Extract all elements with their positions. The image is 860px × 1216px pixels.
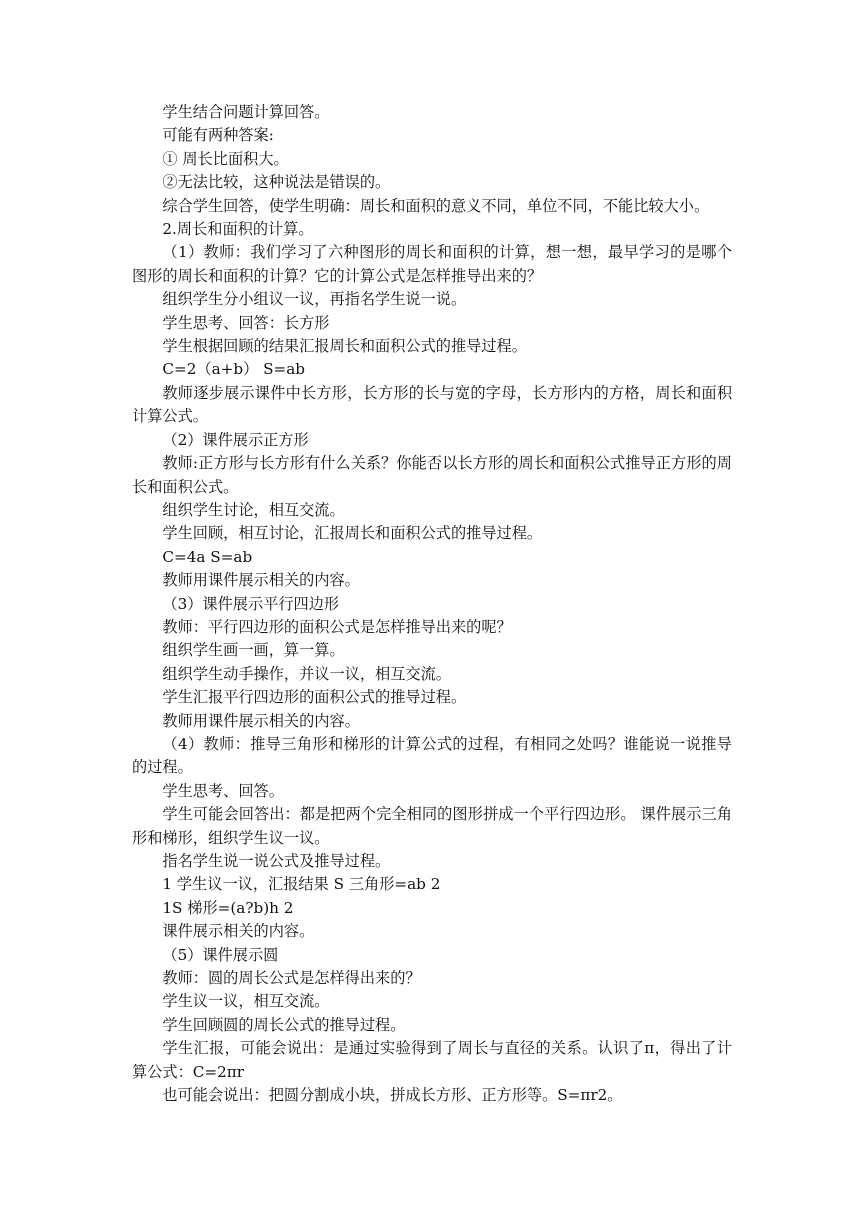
section-heading: 2.周长和面积的计算。 bbox=[162, 220, 314, 239]
paragraph: 可能有两种答案: bbox=[162, 126, 274, 145]
paragraph: 指名学生说一说公式及推导过程。 bbox=[162, 852, 391, 870]
paragraph: 教师：平行四边形的面积公式是怎样推导出来的呢？ bbox=[162, 617, 512, 636]
paragraph: 课件展示相关的内容。 bbox=[162, 922, 315, 941]
paragraph: 也可能会说出：把圆分割成小块，拼成长方形、正方形等。S=πr2。 bbox=[162, 1086, 623, 1105]
paragraph: 学生可能会回答出：都是把两个完全相同的图形拼成一个平行四边形。 课件展示三角形和梯形，组织学生议一议。 bbox=[132, 805, 732, 847]
paragraph: 学生议一议，相互交流。 bbox=[162, 992, 330, 1011]
formula-line: 1S 梯形=(a?b)h 2 bbox=[162, 898, 294, 917]
paragraph: 组织学生画一画，算一算。 bbox=[162, 641, 345, 660]
paragraph: 教师:正方形与长方形有什么关系？你能否以长方形的周长和面积公式推导正方形的周长和面积公式。 bbox=[132, 454, 732, 496]
paragraph: 教师逐步展示课件中长方形，长方形的长与宽的字母，长方形内的方格，周长和面积计算公式。 bbox=[132, 383, 732, 426]
formula-line: C=4a S=ab bbox=[162, 547, 253, 566]
paragraph: 综合学生回答，使学生明确：周长和面积的意义不同，单位不同，不能比较大小。 bbox=[162, 196, 710, 215]
paragraph: 组织学生分小组议一议，再指名学生说一说。 bbox=[162, 290, 467, 309]
paragraph: 教师：圆的周长公式是怎样得出来的？ bbox=[162, 969, 421, 988]
paragraph: （4）教师：推导三角形和梯形的计算公式的过程，有相同之处吗？谁能说一说推导的过程。 bbox=[132, 734, 732, 777]
paragraph: 学生汇报平行四边形的面积公式的推导过程。 bbox=[162, 688, 467, 707]
formula-line: 1 学生议一议，汇报结果 S 三角形=ab 2 bbox=[162, 875, 441, 894]
paragraph: ②无法比较，这种说法是错误的。 bbox=[162, 173, 391, 192]
document-body bbox=[132, 101, 732, 1107]
paragraph: 学生回顾圆的周长公式的推导过程。 bbox=[162, 1015, 406, 1034]
formula-line: C=2（a+b） S=ab bbox=[162, 360, 306, 379]
paragraph: 学生汇报，可能会说出：是通过实验得到了周长与直径的关系。认识了π，得出了计算公式：C=2πr bbox=[132, 1039, 732, 1081]
paragraph: 学生思考、回答：长方形 bbox=[162, 313, 330, 332]
paragraph: （3）课件展示平行四边形 bbox=[162, 594, 340, 613]
paragraph: 组织学生讨论，相互交流。 bbox=[162, 500, 345, 519]
paragraph: ① 周长比面积大。 bbox=[162, 149, 289, 168]
paragraph: （1）教师：我们学习了六种图形的周长和面积的计算，想一想，最早学习的是哪个图形的周长和面积的计算？它的计算公式是怎样推导出来的？ bbox=[132, 243, 732, 285]
paragraph: 组织学生动手操作，并议一议，相互交流。 bbox=[162, 664, 451, 683]
paragraph: （2）课件展示正方形 bbox=[162, 430, 309, 449]
paragraph: 学生思考、回答。 bbox=[162, 781, 284, 800]
paragraph: 学生回顾，相互讨论，汇报周长和面积公式的推导过程。 bbox=[162, 524, 543, 543]
paragraph: 学生结合问题计算回答。 bbox=[162, 103, 330, 121]
paragraph: 教师用课件展示相关的内容。 bbox=[162, 711, 360, 730]
paragraph: 学生根据回顾的结果汇报周长和面积公式的推导过程。 bbox=[162, 337, 527, 356]
paragraph: （5）课件展示圆 bbox=[162, 945, 279, 964]
paragraph: 教师用课件展示相关的内容。 bbox=[162, 571, 360, 590]
